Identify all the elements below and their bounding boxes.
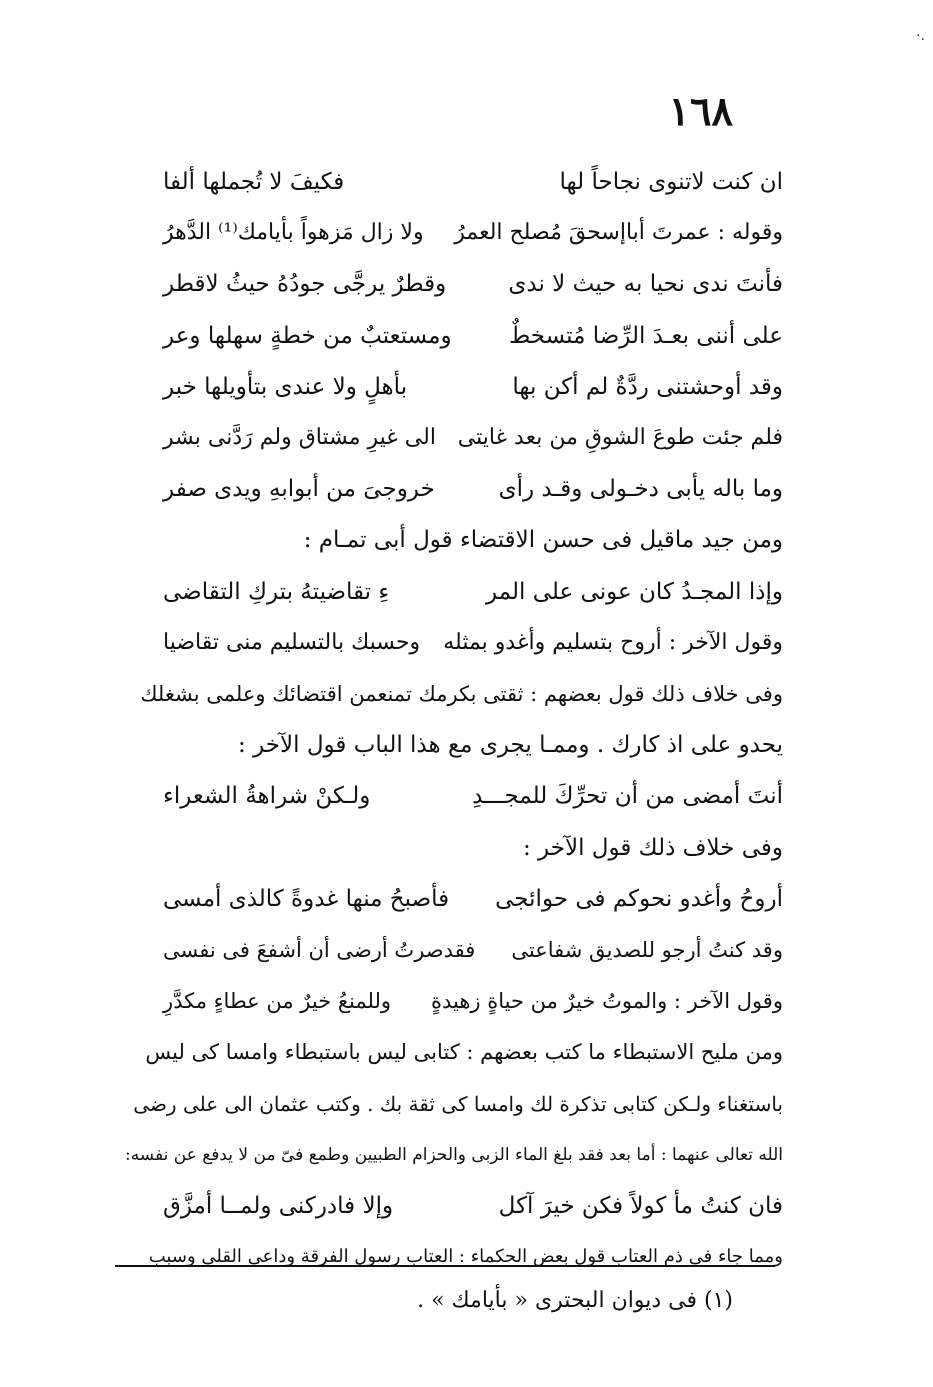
verse-first-hemistich: فلم جئت طوعَ الشوقِ من بعد غايتى [457, 425, 783, 450]
corner-mark: ·. [916, 28, 925, 44]
page-number: ١٦٨ [668, 88, 733, 135]
verse-line [163, 162, 783, 202]
footnote-divider [115, 1265, 775, 1267]
verse-line [163, 879, 783, 919]
verse-second-hemistich: ولا زال مَزهواً بأيامك⁽¹⁾ الدَّهرُ [163, 220, 424, 245]
verse-line [163, 623, 783, 663]
verse-second-hemistich: ءِ تقاضيتهُ بتركِ التقاضى [163, 579, 390, 605]
verse-line [163, 776, 783, 816]
verse-second-hemistich: فأصبحُ منها غدوةً كالذى أمسى [163, 886, 450, 912]
verse-line [163, 367, 783, 407]
verse-second-hemistich: ولـكنْ شراهةُ الشعراء [163, 783, 371, 809]
prose-line: يحدو على اذ كارك . وممـا يجرى مع هذا الباب قول الآخر : [238, 732, 783, 758]
verse-second-hemistich: فقدصرتُ أرضى أن أشفعَ فى نفسى [163, 938, 476, 962]
verse-first-hemistich: وقد كنتُ أرجو للصديق شفاعتى [511, 938, 783, 962]
footnote: (١) فى ديوان البحترى « بأيامك » . [417, 1288, 733, 1313]
verse-first-hemistich: وإذا المجـدُ كان عونى على المر [486, 579, 783, 605]
verse-first-hemistich: ان كنت لاتنوى نجاحاً لها [559, 169, 783, 195]
prose-line: وفى خلاف ذلك قول بعضهم : ثقتى بكرمك تمنعمن اقتضائك وعلمى بشغلك [140, 682, 783, 706]
prose-line: ومن جيد ماقيل فى حسن الاقتضاء قول أبى تمـام : [303, 527, 783, 553]
verse-first-hemistich: فان كنتُ مأ كولاً فكن خيرَ آكل [498, 1193, 783, 1219]
verse-first-hemistich: وقد أوحشتنى ردَّةٌ لم أكن بها [512, 374, 783, 400]
verse-line [163, 930, 783, 970]
verse-first-hemistich: وقول الآخر : والموتُ خيرٌ من حياةٍ زهيدةٍ [430, 989, 783, 1013]
verse-second-hemistich: وللمنعُ خيرٌ من عطاءٍ مكدَّرِ [163, 989, 392, 1013]
verse-line [163, 213, 783, 253]
verse-second-hemistich: خروجىَ من أبوابهِ ويدى صفر [163, 476, 435, 502]
verse-line [163, 264, 783, 304]
verse-line [163, 981, 783, 1021]
verse-line [163, 418, 783, 458]
verse-second-hemistich: فكيفَ لا تُجملها ألفا [163, 169, 345, 195]
verse-second-hemistich: ومستعتبٌ من خطةٍ سهلها وعر [163, 323, 452, 349]
prose-line: ومما جاء فى ذم العتاب قول بعض الحكماء : العتاب رسول الفرقة وداعي القلى وسبب [148, 1246, 783, 1267]
prose-line: الله تعالى عنهما : أما بعد فقد بلغ الماء الزبى والحزام الطبيين وطمع فىّ من لا يدفع عن نفسه: [124, 1145, 783, 1165]
verse-line [163, 469, 783, 509]
verse-first-hemistich: فأنتَ ندى نحيا به حيث لا ندى [508, 271, 783, 297]
verse-second-hemistich: بأهلٍ ولا عندى بتأويلها خبر [163, 374, 408, 400]
verse-first-hemistich: وقول الآخر : أروح بتسليم وأغدو بمثله [443, 630, 783, 655]
verse-line [163, 572, 783, 612]
prose-line: وفى خلاف ذلك قول الآخر : [523, 835, 783, 861]
verse-line [163, 316, 783, 356]
verse-second-hemistich: الى غيرِ مشتاق ولم رَدَّنى بشر [163, 425, 436, 450]
verse-second-hemistich: وقطرٌ يرجَّى جودُهُ حيثُ لاقطر [163, 271, 447, 297]
verse-first-hemistich: وقوله : عمرتَ أباإسحقَ مُصلح العمرُ [454, 220, 783, 245]
prose-line: باستغناء ولـكن كتابى تذكرة لك وامسا كى ثقة بك . وكتب عثمان الى على رضى [133, 1092, 783, 1116]
verse-first-hemistich: أنتَ أمضى من أن تحرِّكَ للمجـــدِ [472, 783, 783, 809]
verse-line [163, 1186, 783, 1226]
verse-first-hemistich: أروحُ وأغدو نحوكم فى حوائجى [495, 886, 783, 912]
verse-second-hemistich: وإلا فادركنى ولمــا أمزَّق [163, 1193, 394, 1219]
verse-second-hemistich: وحسبك بالتسليم منى تقاضيا [163, 630, 421, 655]
verse-first-hemistich: وما باله يأبى دخـولى وقـد رأى [498, 476, 783, 502]
verse-first-hemistich: على أننى بعـدَ الرِّضا مُتسخطٌ [508, 323, 783, 349]
prose-line: ومن مليح الاستبطاء ما كتب بعضهم : كتابى ليس باستبطاء وامسا كى ليس [145, 1040, 783, 1064]
